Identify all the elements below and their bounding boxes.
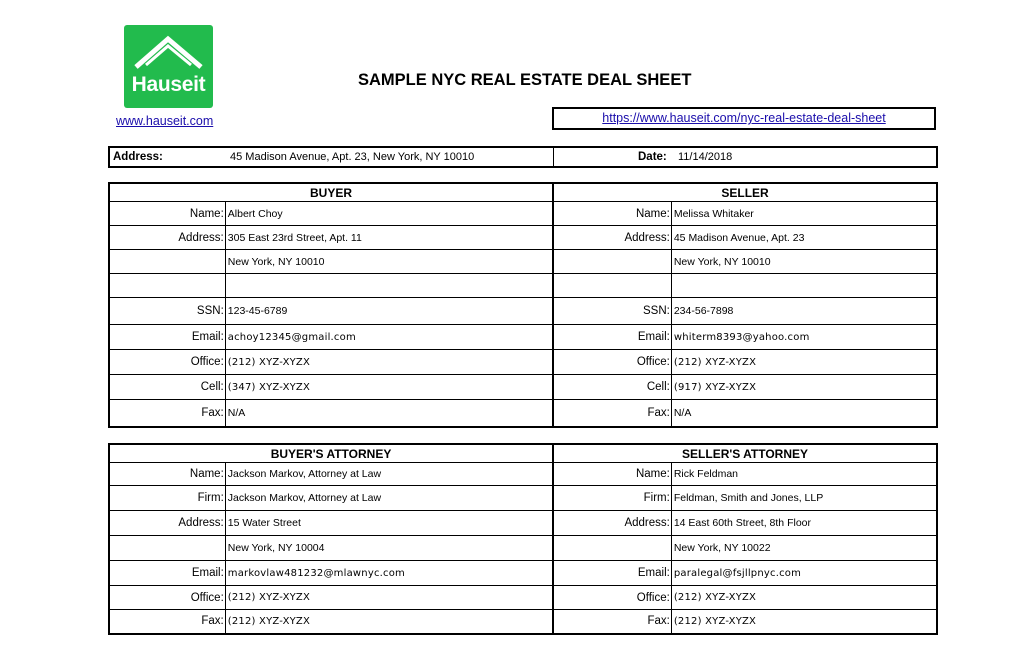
office-label: Office:: [553, 350, 671, 375]
table-row: [109, 274, 937, 298]
seller-office: (212) XYZ-XYZX: [671, 350, 937, 375]
deal-address-bar: [108, 146, 938, 168]
seller-attorney-office: (212) XYZ-XYZX: [671, 586, 937, 610]
buyer-header: BUYER: [109, 183, 553, 202]
seller-address-line2: New York, NY 10010: [671, 250, 937, 274]
fax-label: Fax:: [109, 400, 225, 427]
office-label: Office:: [553, 586, 671, 610]
buyer-attorney-fax: (212) XYZ-XYZX: [225, 610, 553, 634]
seller-attorney-firm: Feldman, Smith and Jones, LLP: [671, 486, 937, 511]
table-row: [109, 486, 937, 511]
seller-address-line1: 45 Madison Avenue, Apt. 23: [671, 226, 937, 250]
email-label: Email:: [109, 325, 225, 350]
empty-cell: [553, 274, 671, 298]
buyer-address-line2: New York, NY 10010: [225, 250, 553, 274]
parties-header-row: [109, 183, 937, 202]
address-label: Address:: [553, 511, 671, 536]
buyer-attorney-name: Jackson Markov, Attorney at Law: [225, 463, 553, 486]
seller-ssn: 234-56-7898: [671, 298, 937, 325]
empty-cell: [553, 536, 671, 561]
office-label: Office:: [109, 350, 225, 375]
logo-text: Hauseit: [131, 73, 206, 96]
seller-attorney-name: Rick Feldman: [671, 463, 937, 486]
address-label: Address:: [553, 226, 671, 250]
buyer-name: Albert Choy: [225, 202, 553, 226]
name-label: Name:: [109, 202, 225, 226]
address-label: Address:: [113, 151, 163, 163]
table-row: [109, 202, 937, 226]
buyer-email: achoy12345@gmail.com: [225, 325, 553, 350]
table-row: [109, 610, 937, 634]
table-row: [109, 298, 937, 325]
name-label: Name:: [553, 463, 671, 486]
firm-label: Firm:: [553, 486, 671, 511]
seller-attorney-address-line1: 14 East 60th Street, 8th Floor: [671, 511, 937, 536]
table-row: [109, 350, 937, 375]
deal-date: 11/14/2018: [678, 151, 733, 163]
empty-cell: [109, 274, 225, 298]
date-label: Date:: [638, 151, 667, 163]
buyer-attorney-office: (212) XYZ-XYZX: [225, 586, 553, 610]
cell-label: Cell:: [553, 375, 671, 400]
divider: [553, 148, 554, 166]
office-label: Office:: [109, 586, 225, 610]
address-label: Address:: [109, 226, 225, 250]
empty-cell: [671, 274, 937, 298]
fax-label: Fax:: [109, 610, 225, 634]
ssn-label: SSN:: [109, 298, 225, 325]
seller-attorney-email: paralegal@fsjllpnyc.com: [671, 561, 937, 586]
buyer-cell: (347) XYZ-XYZX: [225, 375, 553, 400]
buyer-office: (212) XYZ-XYZX: [225, 350, 553, 375]
fax-label: Fax:: [553, 610, 671, 634]
empty-cell: [225, 274, 553, 298]
table-row: [109, 226, 937, 250]
ssn-label: SSN:: [553, 298, 671, 325]
table-row: [109, 463, 937, 486]
buyer-attorney-email: markovlaw481232@mlawnyc.com: [225, 561, 553, 586]
url-box: [552, 107, 936, 130]
sellers-attorney-header: SELLER'S ATTORNEY: [553, 444, 937, 463]
buyer-address-line1: 305 East 23rd Street, Apt. 11: [225, 226, 553, 250]
empty-cell: [109, 536, 225, 561]
attorneys-table: [108, 443, 938, 635]
name-label: Name:: [553, 202, 671, 226]
name-label: Name:: [109, 463, 225, 486]
empty-cell: [109, 250, 225, 274]
seller-cell: (917) XYZ-XYZX: [671, 375, 937, 400]
hauseit-logo: [124, 25, 213, 108]
seller-email: whiterm8393@yahoo.com: [671, 325, 937, 350]
empty-cell: [553, 250, 671, 274]
seller-attorney-address-line2: New York, NY 10022: [671, 536, 937, 561]
table-row: [109, 400, 937, 427]
address-label: Address:: [109, 511, 225, 536]
buyer-attorney-address-line2: New York, NY 10004: [225, 536, 553, 561]
deal-sheet-url-link[interactable]: https://www.hauseit.com/nyc-real-estate-deal-sheet: [602, 111, 886, 125]
attorneys-header-row: [109, 444, 937, 463]
email-label: Email:: [553, 325, 671, 350]
buyers-attorney-header: BUYER'S ATTORNEY: [109, 444, 553, 463]
seller-name: Melissa Whitaker: [671, 202, 937, 226]
firm-label: Firm:: [109, 486, 225, 511]
buyer-attorney-address-line1: 15 Water Street: [225, 511, 553, 536]
buyer-fax: N/A: [225, 400, 553, 427]
email-label: Email:: [109, 561, 225, 586]
table-row: [109, 511, 937, 536]
email-label: Email:: [553, 561, 671, 586]
table-row: [109, 536, 937, 561]
seller-header: SELLER: [553, 183, 937, 202]
table-row: [109, 250, 937, 274]
cell-label: Cell:: [109, 375, 225, 400]
seller-attorney-fax: (212) XYZ-XYZX: [671, 610, 937, 634]
table-row: [109, 375, 937, 400]
seller-fax: N/A: [671, 400, 937, 427]
buyer-ssn: 123-45-6789: [225, 298, 553, 325]
table-row: [109, 325, 937, 350]
deal-address: 45 Madison Avenue, Apt. 23, New York, NY 10010: [230, 151, 475, 163]
table-row: [109, 561, 937, 586]
buyer-attorney-firm: Jackson Markov, Attorney at Law: [225, 486, 553, 511]
site-link[interactable]: www.hauseit.com: [116, 114, 214, 128]
table-row: [109, 586, 937, 610]
page-title: SAMPLE NYC REAL ESTATE DEAL SHEET: [358, 71, 692, 89]
fax-label: Fax:: [553, 400, 671, 427]
parties-table: [108, 182, 938, 428]
